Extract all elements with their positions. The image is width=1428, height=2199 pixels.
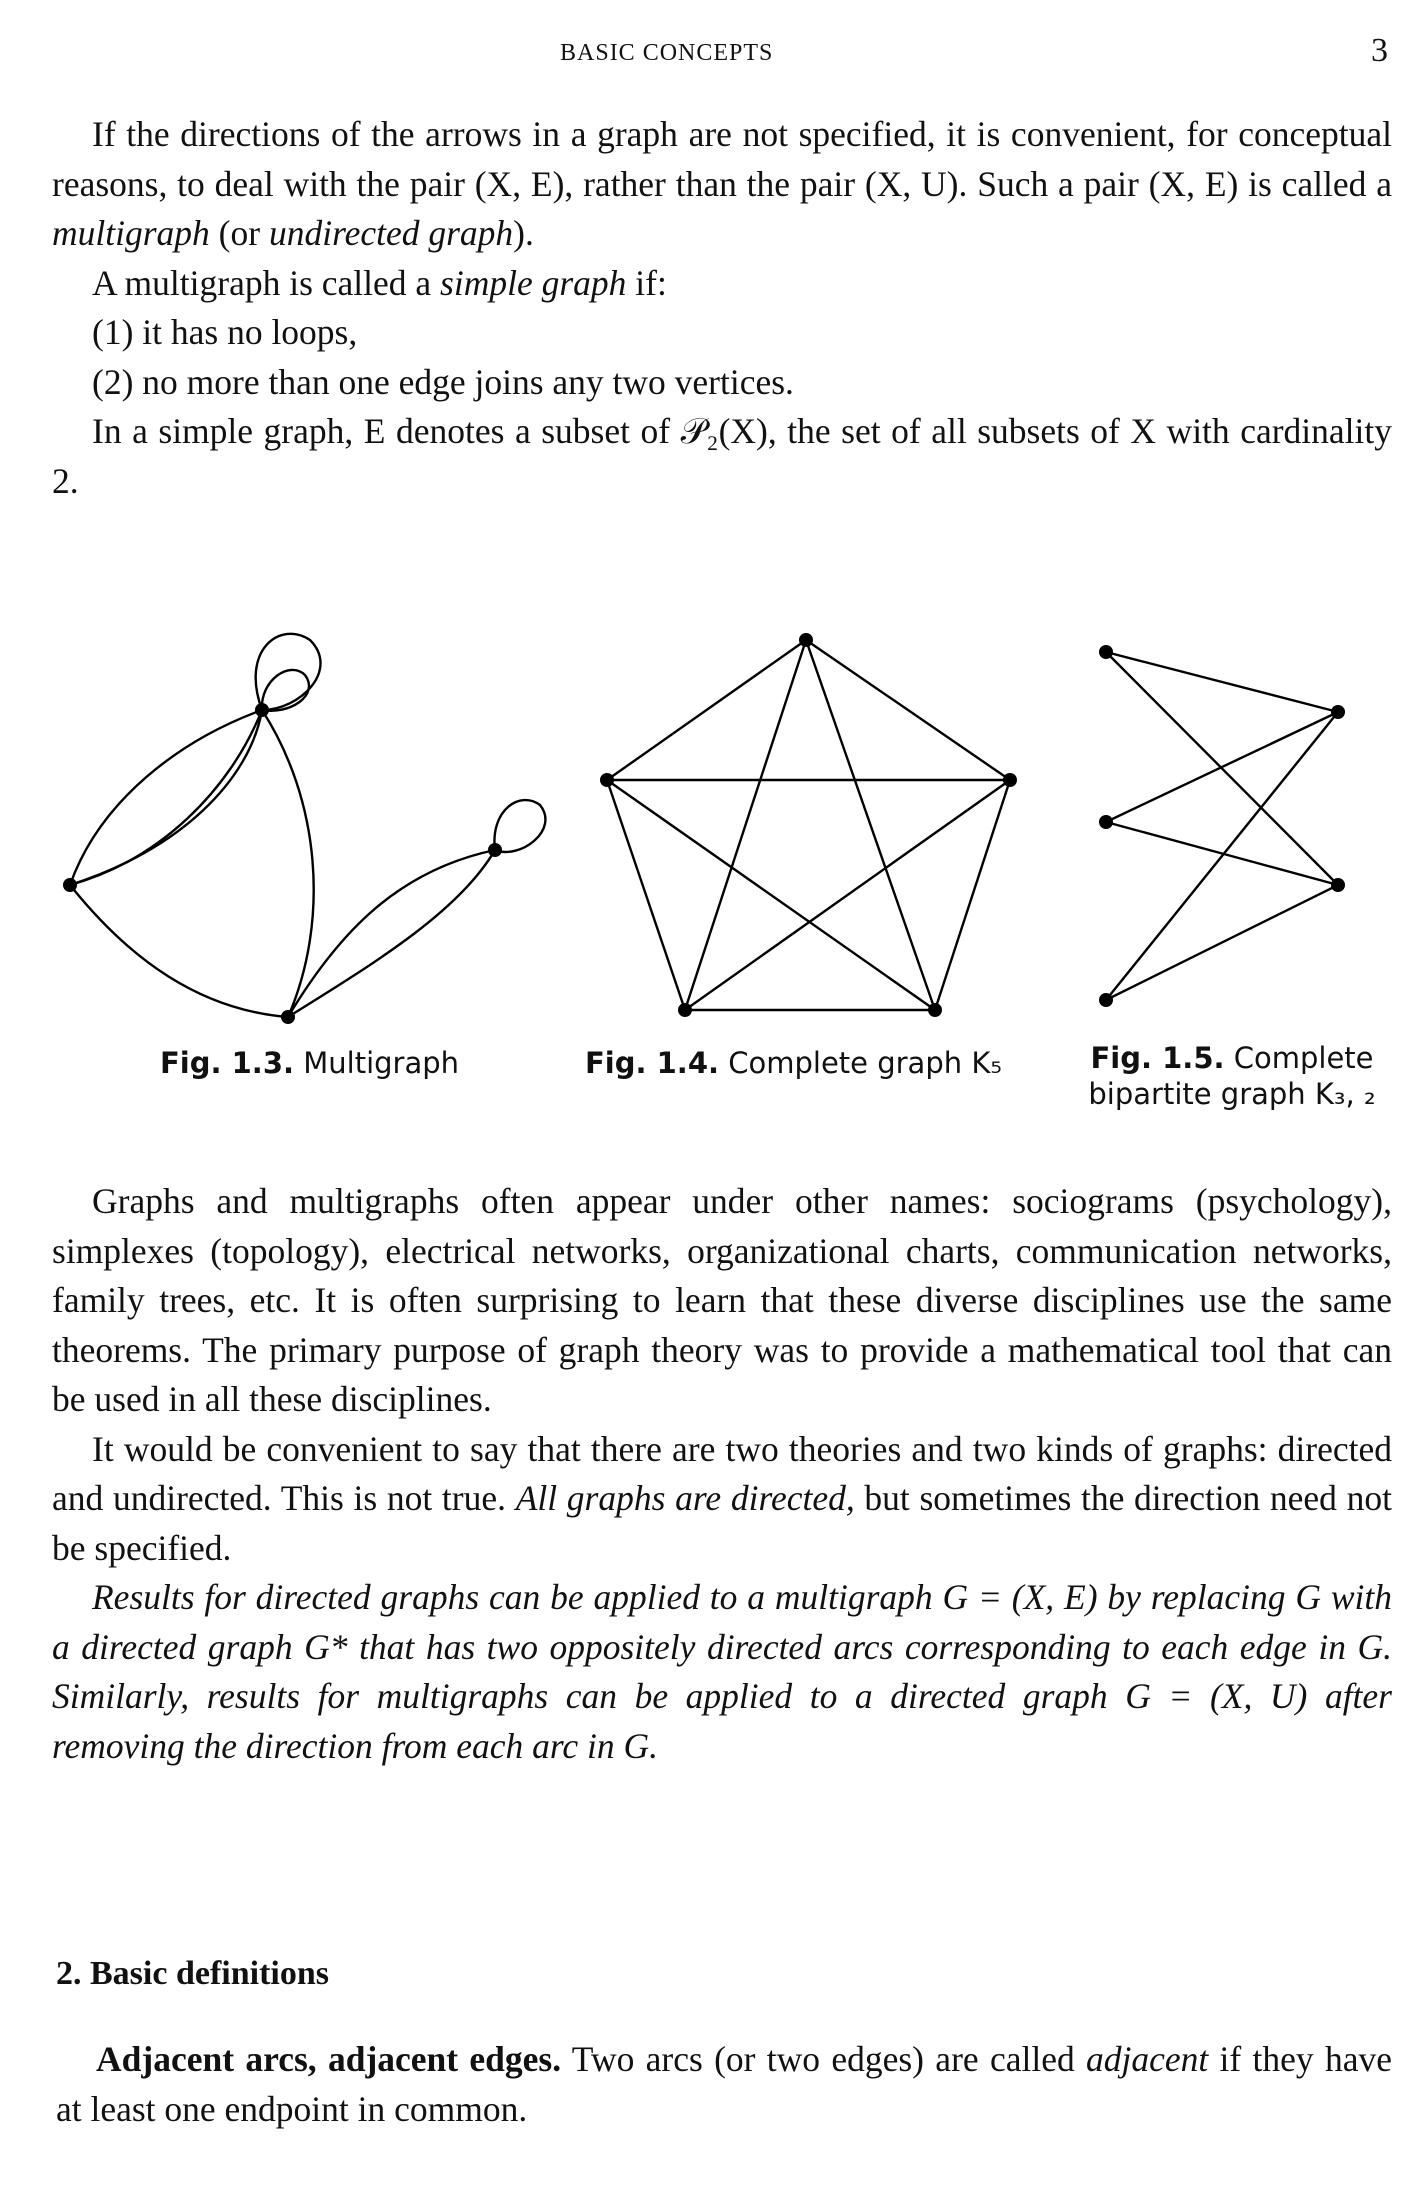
vertex	[928, 1003, 942, 1017]
vertex	[1099, 993, 1113, 1007]
k5-figure	[580, 620, 1040, 1060]
paragraph-two-theories: It would be convenient to say that there are two theories and two kinds of graphs: directed and undirected. This is not true. All graphs are directed, but sometimes the direction need not be specified.	[52, 1428, 1392, 1568]
page-header	[0, 32, 1428, 76]
caption-fig-1-4: Fig. 1.4. Complete graph K₅	[585, 1046, 1002, 1080]
definition-adjacent: Adjacent arcs, adjacent edges. Two arcs (or two edges) are called adjacent if they have at least one endpoint in common.	[56, 2039, 1392, 2129]
caption-fig-1-3: Fig. 1.3. Multigraph	[160, 1046, 460, 1080]
vertex	[63, 878, 77, 892]
running-head: BASIC CONCEPTS	[560, 40, 774, 66]
vertex	[1099, 645, 1113, 659]
paragraph-other-names: Graphs and multigraphs often appear under other names: sociograms (psychology), simplexes (topology), electrical networks, organizational charts, communication networks, family trees, etc. It is often surprising to learn that these diverse disciplines use the same theorems. The primary purpose of graph theory was to provide a mathematical tool that can be used in all these disciplines.	[52, 1181, 1392, 1419]
intro-text	[52, 110, 1392, 506]
vertex	[600, 773, 614, 787]
vertex	[1003, 773, 1017, 787]
figures-row	[0, 600, 1428, 1120]
k32-figure	[1080, 640, 1380, 1060]
vertex	[488, 843, 502, 857]
list-item-1: (1) it has no loops,	[92, 312, 358, 352]
body-text	[52, 1177, 1392, 1771]
vertex	[799, 633, 813, 647]
vertex	[678, 1003, 692, 1017]
multigraph-figure	[30, 620, 550, 1060]
paragraph-subset: In a simple graph, E denotes a subset of 𝒫₂(X), the set of all subsets of X with cardinality 2.	[52, 411, 1392, 501]
caption-fig-1-5: Fig. 1.5. Complete bipartite graph K₃, ₂	[1088, 1041, 1376, 1111]
vertex	[1099, 815, 1113, 829]
page-number: 3	[1371, 32, 1388, 69]
vertex	[281, 1010, 295, 1024]
vertex	[1331, 705, 1345, 719]
paragraph-results: Results for directed graphs can be applied to a multigraph G = (X, E) by replacing G with a directed graph G* that has two oppositely directed arcs corresponding to each edge in G. Similarly, results for multigraphs can be applied to a directed graph G = (X, U) after removing the direction from each arc in G.	[52, 1577, 1392, 1766]
paragraph-simple-graph: A multigraph is called a simple graph if:	[92, 262, 667, 303]
section-heading: 2. Basic definitions	[56, 1955, 329, 1992]
vertex	[255, 703, 269, 717]
vertex	[1331, 878, 1345, 892]
paragraph-multigraph: If the directions of the arrows in a graph are not specified, it is convenient, for conceptual reasons, to deal with the pair (X, E), rather than the pair (X, U). Such a pair (X, E) is called a multigraph (or undirected graph).	[52, 114, 1392, 253]
list-item-2: (2) no more than one edge joins any two vertices.	[92, 361, 794, 402]
